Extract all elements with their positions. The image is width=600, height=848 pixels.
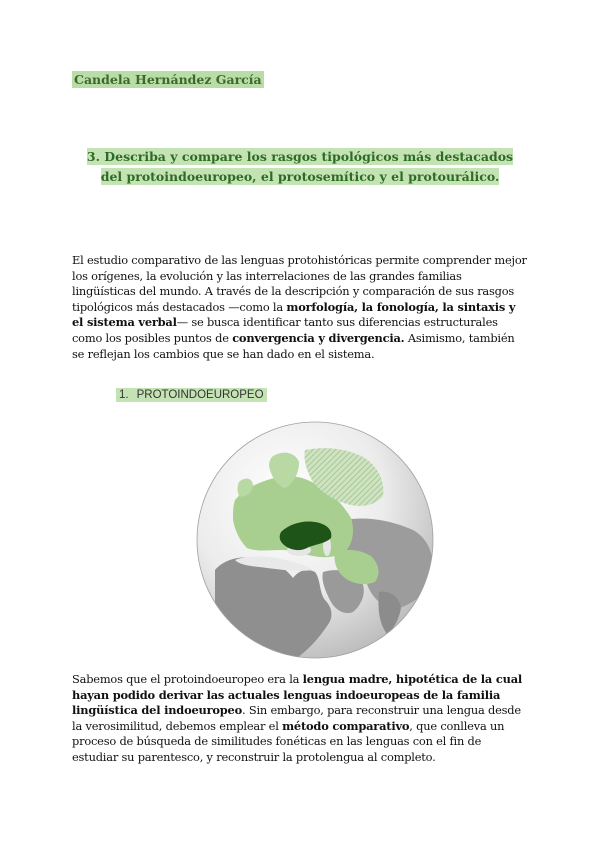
globe-map-icon [195, 420, 435, 660]
author-name: Candela Hernández García [74, 72, 262, 87]
section-heading [116, 388, 267, 402]
section-title: PROTOINDOEUROPEO [136, 389, 264, 401]
body-paragraph [72, 672, 528, 766]
body-bold-2: método comparativo [282, 718, 410, 733]
body-text-3: , que conlleva un proceso de búsqueda de similitudes fonéticas en las lenguas con el fin de estudiar su parentesco, y reconstruir la protolengua al completo. [72, 718, 505, 764]
intro-text-2: — se busca identificar tanto sus diferencias estructurales como los posibles puntos de [72, 315, 498, 345]
intro-bold-2: convergencia y divergencia. [232, 330, 405, 345]
body-bold-1: lengua madre, hipotética de la cual hayan podido derivar las actuales lenguas indoeuropeas de la familia lingüística del indoeuropeo [72, 672, 523, 718]
body-text-1: Sabemos que el protoindoeuropeo era la [72, 672, 303, 686]
question-heading [80, 147, 520, 187]
body-text-2: . Sin embargo, para reconstruir una lengua desde la verosimilitud, debemos emplear el [72, 703, 521, 733]
question-heading-text: 3. Describa y compare los rasgos tipológicos más destacados del protoindoeuropeo, el protosemítico y el protourálico. [86, 149, 514, 184]
intro-text-3: Asimismo, también se reflejan los cambios que se han dado en el sistema. [72, 330, 515, 361]
intro-bold-1: morfología, la fonología, la sintaxis y el sistema verbal [72, 299, 516, 330]
intro-paragraph [72, 253, 528, 362]
section-number: 1. [119, 389, 129, 401]
intro-text-1: El estudio comparativo de las lenguas protohistóricas permite comprender mejor los orígenes, la evolución y las interrelaciones de las grandes familias lingüísticas del mundo. A través de la descripción y comparación de sus rasgos tipológicos más destacados —como la [72, 253, 527, 314]
